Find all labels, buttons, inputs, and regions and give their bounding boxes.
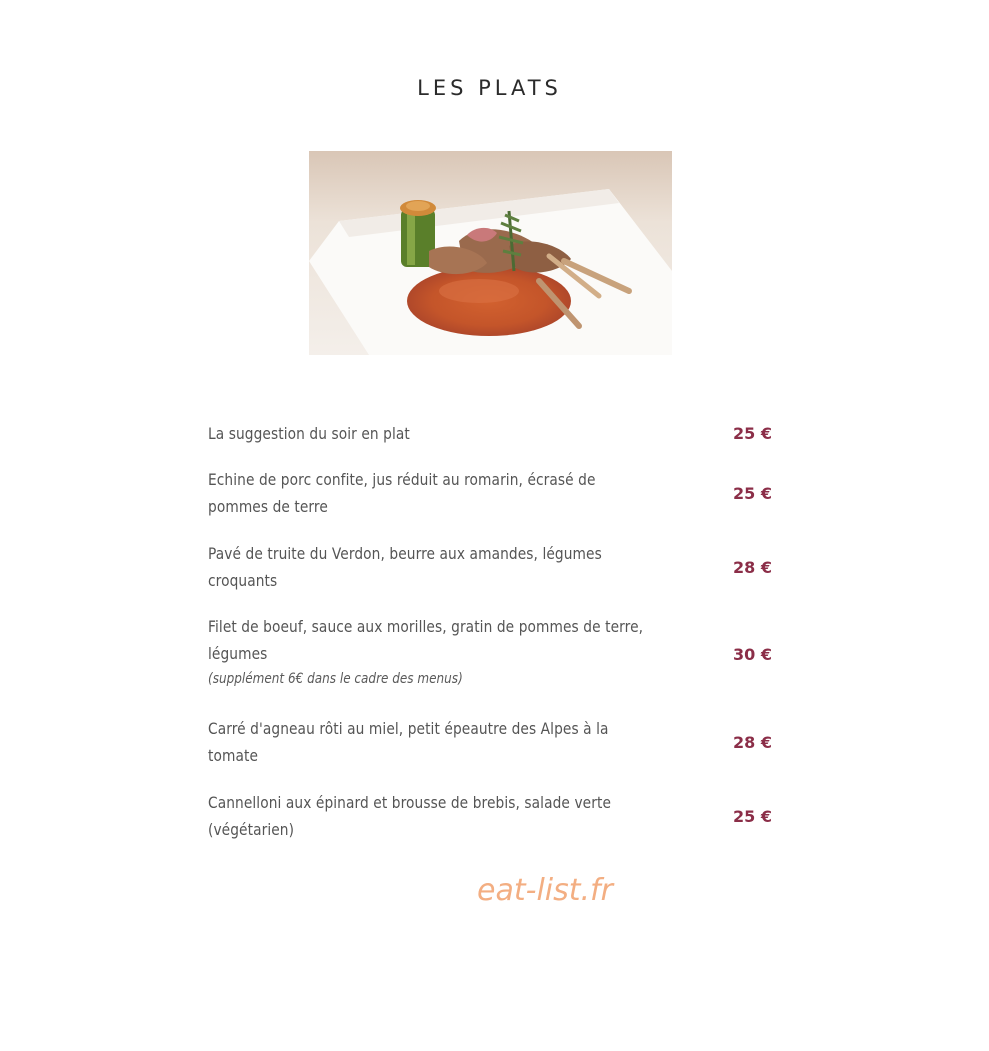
menu-item-line: La suggestion du soir en plat (208, 424, 410, 443)
menu-item-price: 25 € (733, 807, 772, 826)
menu-item-description (208, 540, 672, 594)
menu-item-price: 25 € (733, 424, 772, 443)
menu-item-line: tomate (208, 746, 259, 765)
menu-item-line: (végétarien) (208, 820, 295, 839)
menu-item-price: 28 € (733, 733, 772, 752)
watermark: eat-list.fr (477, 873, 613, 908)
menu-item-price: 25 € (733, 484, 772, 503)
plated-lamb-dish-image (309, 151, 672, 355)
menu-item-note: (supplément 6€ dans le cadre des menus) (208, 671, 463, 687)
menu-item-description (208, 466, 672, 520)
menu-item-line: Carré d'agneau rôti au miel, petit épeautre des Alpes à la (208, 719, 609, 738)
menu-item-price: 30 € (733, 645, 772, 664)
menu-item-line: Echine de porc confite, jus réduit au romarin, écrasé de (208, 470, 596, 489)
menu-item-description (208, 420, 672, 447)
menu-item-line: croquants (208, 571, 278, 590)
menu-item-description (208, 613, 672, 691)
menu-item-line: Cannelloni aux épinard et brousse de brebis, salade verte (208, 793, 612, 812)
menu-item-line: Pavé de truite du Verdon, beurre aux amandes, légumes (208, 544, 602, 563)
menu-item-line: pommes de terre (208, 497, 328, 516)
menu-item-line: légumes (208, 644, 268, 663)
menu-item-line: Filet de boeuf, sauce aux morilles, gratin de pommes de terre, (208, 617, 644, 636)
menu-item-price: 28 € (733, 558, 772, 577)
menu-item-description (208, 715, 672, 769)
section-title: LES PLATS (417, 76, 562, 101)
dish-photo (309, 151, 672, 355)
menu-item-description (208, 789, 672, 843)
